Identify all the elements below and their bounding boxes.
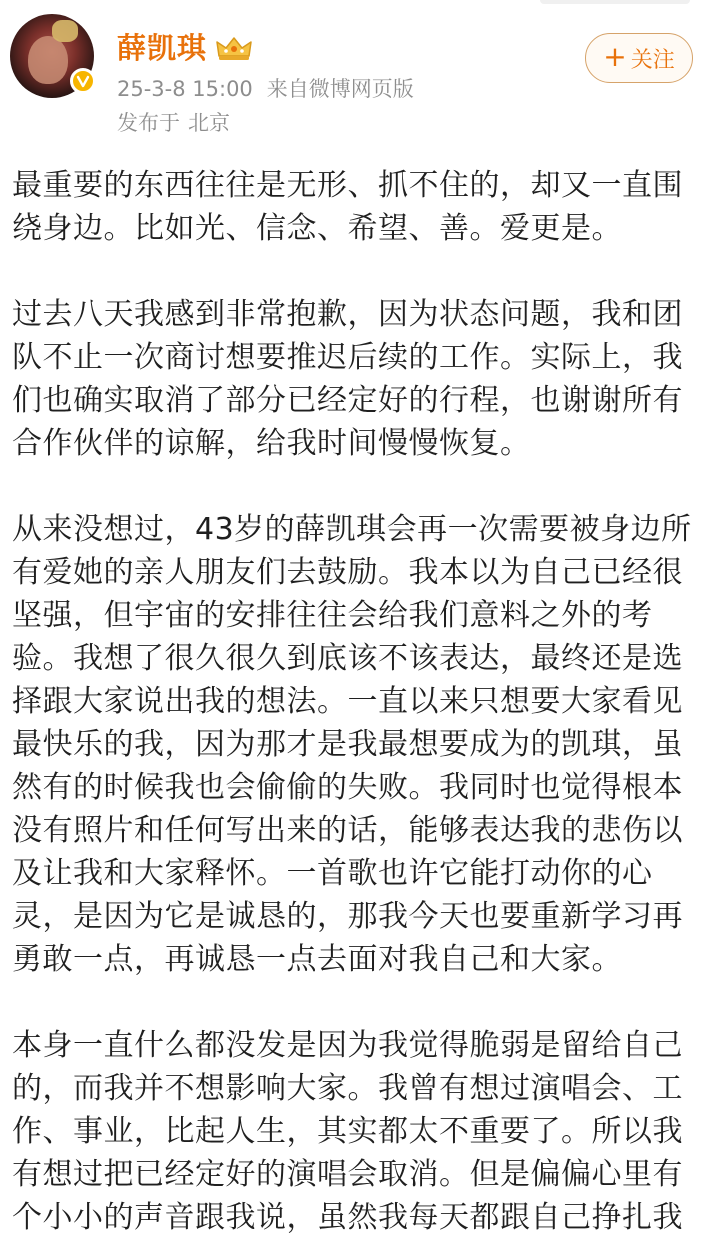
post-body (12, 164, 702, 1239)
post-location-row (117, 108, 230, 138)
plus-icon: + (603, 40, 627, 73)
follow-button[interactable] (585, 33, 693, 83)
post-paragraph: 最重要的东西往往是无形、抓不住的，却又一直围绕身边。比如光、信念、希望、善。爱更是。 (12, 168, 683, 246)
username[interactable]: 薛凯琪 (117, 31, 208, 65)
avatar-container[interactable] (10, 14, 94, 98)
follow-button-label: 关注 (630, 47, 675, 73)
post-paragraph: 从来没想过，43岁的薛凯琪会再一次需要被身边所有爱她的亲人朋友们去鼓励。我本以为自己已经很坚强，但宇宙的安排往往会给我们意料之外的考验。我想了很久很久到底该不该表达，最终还是选择跟大家说出我的想法。一直以来只想要大家看见最快乐的我，因为那才是我最想要成为的凯琪，虽然有的时候我也会偷偷的失败。我同时也觉得根本没有照片和任何写出来的话，能够表达我的悲伤以及让我和大家释怀。一首歌也许它能打动你的心灵，是因为它是诚恳的，那我今天也要重新学习再勇敢一点，再诚恳一点去面对我自己和大家。 (12, 512, 692, 977)
post-source: 来自微博网页版 (266, 77, 414, 101)
post-paragraph: 过去八天我感到非常抱歉，因为状态问题，我和团队不止一次商讨想要推迟后续的工作。实际上，我们也确实取消了部分已经定好的行程，也谢谢所有合作伙伴的谅解，给我时间慢慢恢复。 (12, 297, 683, 461)
post-paragraph: 本身一直什么都没发是因为我觉得脆弱是留给自己的，而我并不想影响大家。我曾有想过演唱会、工作、事业，比起人生，其实都太不重要了。所以我有想过把已经定好的演唱会取消。但是偏偏心里有个小小的声音跟我说，虽然我每天都跟自己挣扎我 (12, 1028, 683, 1235)
post-meta (117, 74, 414, 104)
post-location: 北京 (188, 111, 230, 135)
location-prefix: 发布于 (117, 111, 180, 135)
crown-icon[interactable] (215, 34, 253, 62)
post-header (0, 0, 712, 150)
verified-badge-icon (70, 68, 96, 94)
post-date: 25-3-8 15:00 (117, 77, 253, 101)
username-row (117, 30, 253, 66)
